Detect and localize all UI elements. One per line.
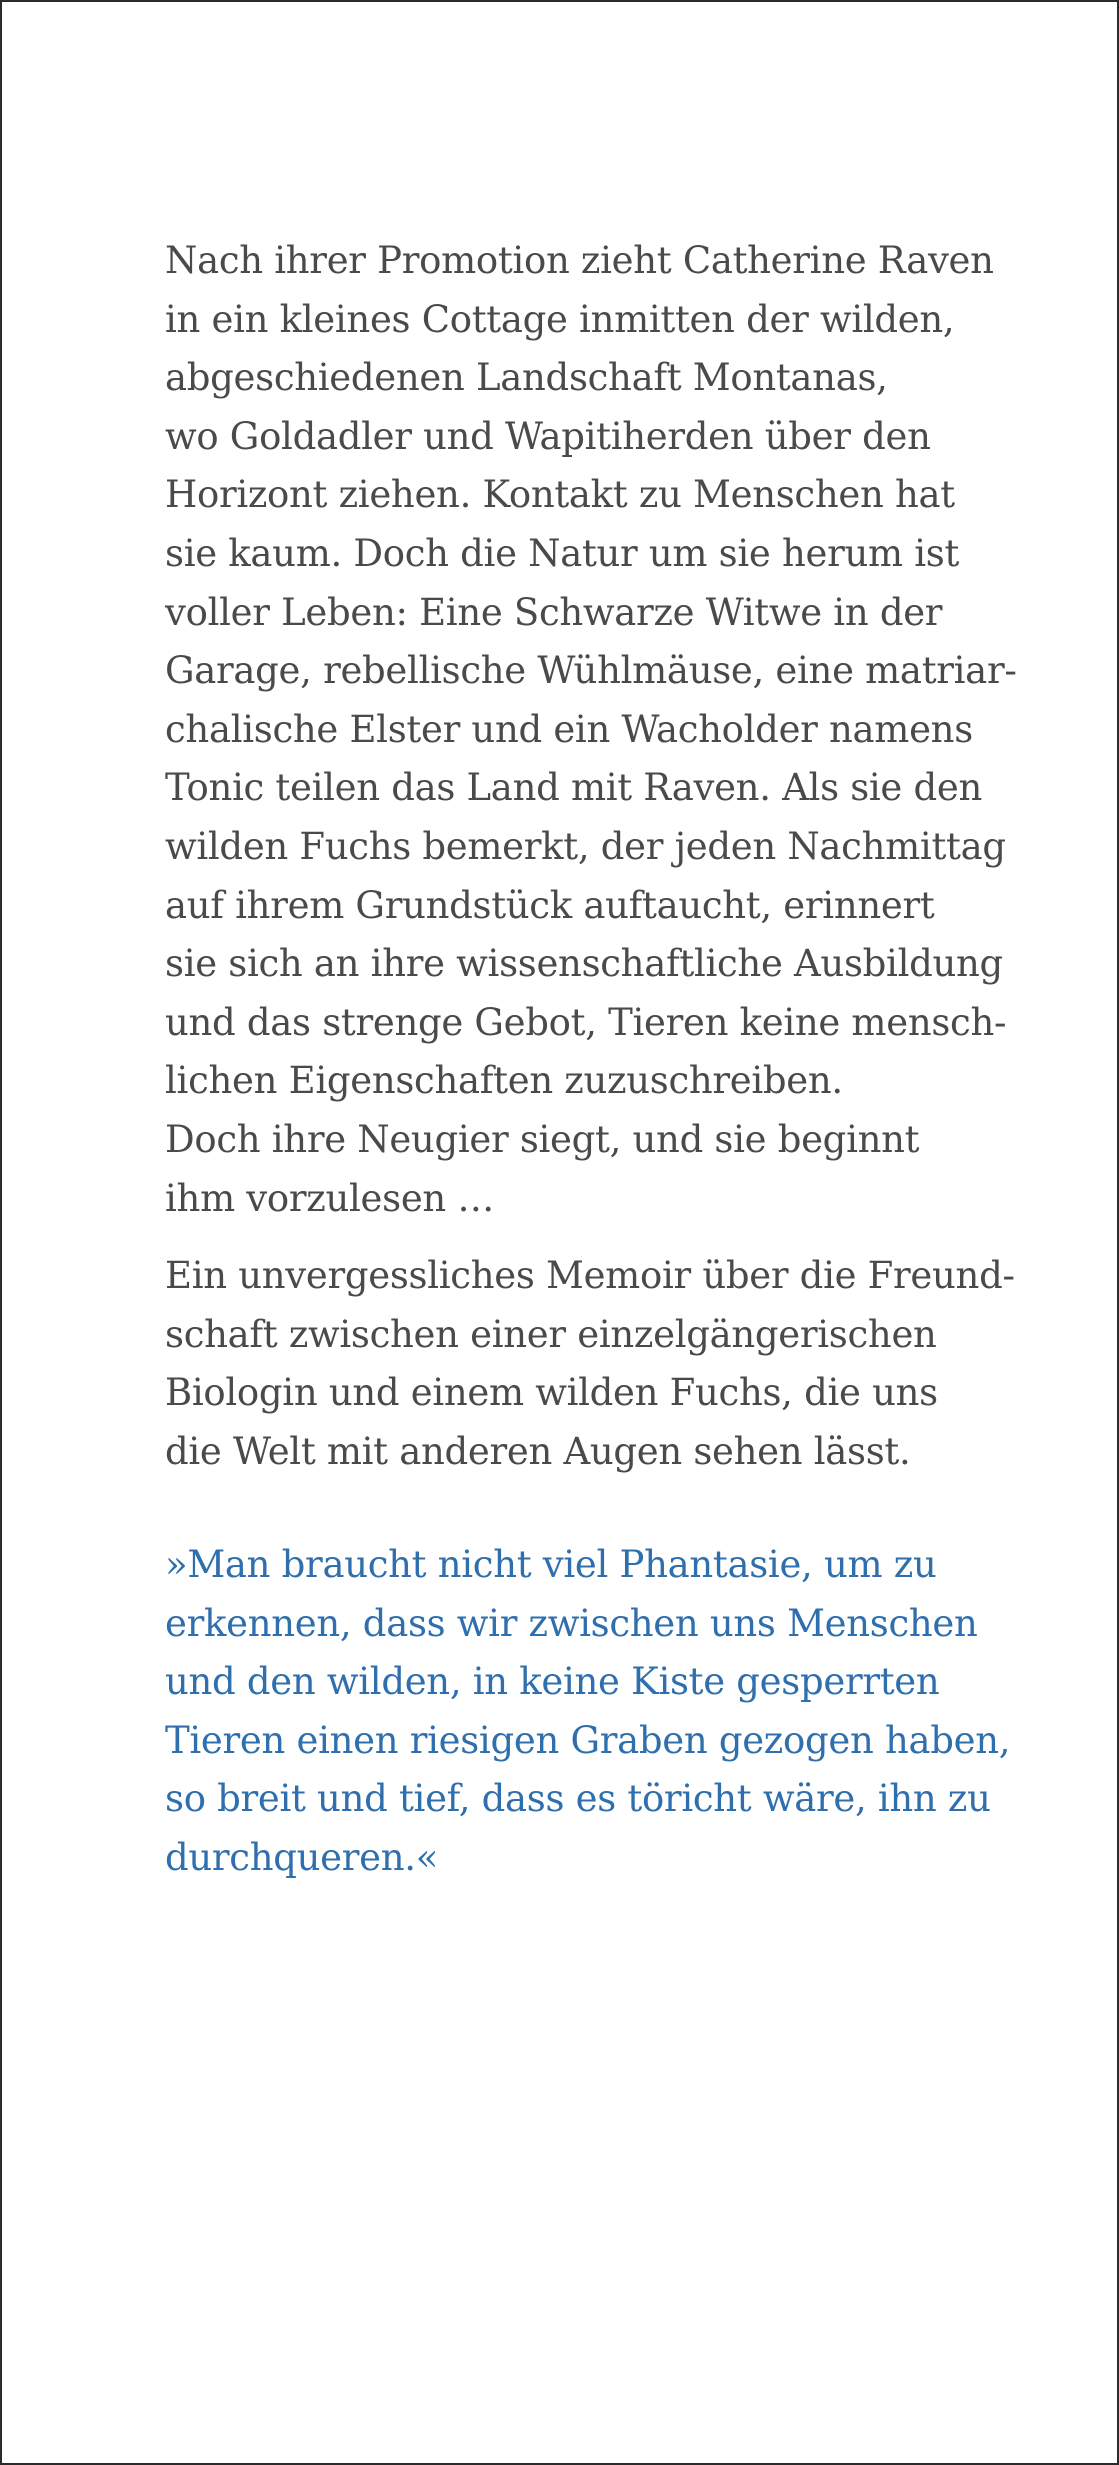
text-line: chalische Elster und ein Wacholder namens — [165, 707, 973, 751]
text-line: auf ihrem Grundstück auftaucht, erinnert — [165, 883, 935, 927]
text-line: Biologin und einem wilden Fuchs, die uns — [165, 1371, 938, 1415]
text-line: Horizont ziehen. Kontakt zu Menschen hat — [165, 473, 955, 517]
text-line: sie kaum. Doch die Natur um sie herum ist — [165, 531, 960, 575]
text-line: und das strenge Gebot, Tieren keine mensch- — [165, 1000, 1007, 1044]
text-line: voller Leben: Eine Schwarze Witwe in der — [165, 590, 943, 634]
quote-line: und den wilden, in keine Kiste gesperrten — [165, 1660, 940, 1704]
quote-line: »Man braucht nicht viel Phantasie, um zu — [165, 1543, 937, 1586]
text-line: lichen Eigenschaften zuzuschreiben. — [165, 1059, 843, 1103]
text-line: wilden Fuchs bemerkt, der jeden Nachmittag — [165, 824, 1006, 868]
text-line: die Welt mit anderen Augen sehen lässt. — [165, 1429, 911, 1473]
text-line: sie sich an ihre wissenschaftliche Ausbildung — [165, 942, 1003, 986]
text-line: Garage, rebellische Wühlmäuse, eine matriar- — [165, 649, 1017, 693]
text-line: in ein kleines Cottage inmitten der wilden, — [165, 297, 955, 341]
text-line: ihm vorzulesen … — [165, 1176, 495, 1220]
quote-line: Tieren einen riesigen Graben gezogen haben, — [165, 1718, 1011, 1762]
quote-line: so breit und tief, dass es töricht wäre, ihn zu — [165, 1777, 991, 1821]
text-line: schaft zwischen einer einzelgängerischen — [165, 1312, 937, 1356]
intro-paragraph — [165, 232, 1045, 1228]
text-line: abgeschiedenen Landschaft Montanas, — [165, 356, 888, 400]
text-line: Tonic teilen das Land mit Raven. Als sie den — [165, 766, 983, 810]
memoir-paragraph — [165, 1247, 1045, 1481]
text-line: Nach ihrer Promotion zieht Catherine Raven — [165, 239, 994, 282]
quote-line: erkennen, dass wir zwischen uns Menschen — [165, 1601, 978, 1645]
text-line: Doch ihre Neugier siegt, und sie beginnt — [165, 1117, 920, 1161]
pull-quote — [165, 1536, 1045, 1888]
text-line: Ein unvergessliches Memoir über die Freund- — [165, 1254, 1015, 1297]
quote-line: durchqueren.« — [165, 1835, 439, 1879]
text-line: wo Goldadler und Wapitiherden über den — [165, 414, 931, 458]
